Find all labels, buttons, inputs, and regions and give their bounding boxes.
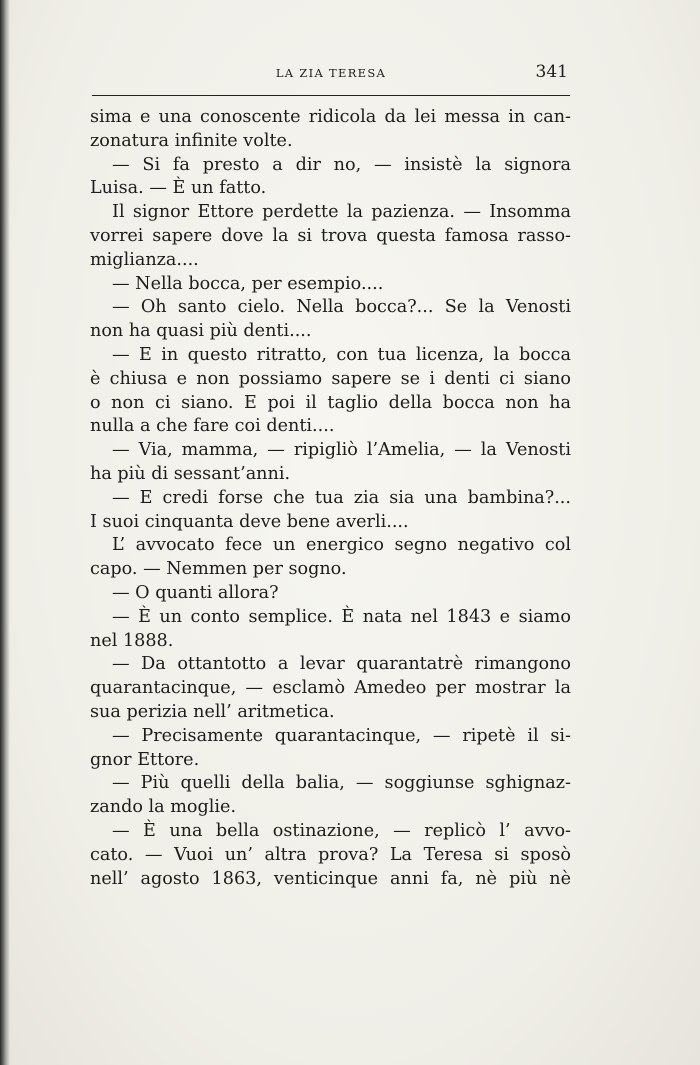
text-line: I suoi cinquanta deve bene averli....	[90, 511, 409, 532]
book-spine-shadow	[0, 0, 10, 1065]
text-line: nell’ agosto 1863, venticinque anni fa, nè più nè	[90, 868, 571, 889]
text-line: zando la moglie.	[90, 797, 237, 818]
text-line: — Oh santo cielo. Nella bocca?... Se la Venosti	[112, 297, 571, 318]
header-rule	[92, 95, 570, 96]
text-line: è chiusa e non possiamo sapere se i denti ci siano	[90, 368, 571, 389]
text-line: — Nella bocca, per esempio....	[112, 273, 384, 294]
text-line: gnor Ettore.	[90, 749, 200, 770]
text-line: Il signor Ettore perdette la pazienza. — Insomma	[112, 202, 571, 223]
text-line: nel 1888.	[90, 630, 174, 651]
text-line: — O quanti allora?	[112, 582, 279, 603]
page-number: 341	[535, 62, 568, 82]
text-line: sua perizia nell’ aritmetica.	[90, 701, 335, 722]
text-line: sima e una conoscente ridicola da lei messa in can-	[90, 107, 571, 127]
page-header	[92, 62, 570, 86]
text-line: quarantacinque, — esclamò Amedeo per mostrar la	[90, 678, 571, 699]
text-line: zonatura infinite volte.	[90, 130, 293, 151]
text-line: — Più quelli della balia, — soggiunse sghignaz-	[112, 773, 571, 794]
text-line: — Precisamente quarantacinque, — ripetè il si-	[112, 725, 571, 746]
text-line: — È una bella ostinazione, — replicò l’ avvo-	[112, 820, 571, 841]
text-line: vorrei sapere dove la si trova questa famosa rasso-	[90, 225, 571, 246]
body-text	[90, 106, 571, 891]
text-line: non ha quasi più denti....	[90, 321, 312, 342]
text-line: Luisa. — È un fatto.	[90, 178, 267, 199]
text-line: — Si fa presto a dir no, — insistè la signora	[112, 154, 571, 175]
text-line: nulla a che fare coi denti....	[90, 416, 335, 437]
running-title: LA ZIA TERESA	[275, 66, 387, 80]
text-line: miglianza....	[90, 249, 199, 270]
text-line: cato. — Vuoi un’ altra prova? La Teresa si sposò	[90, 844, 571, 865]
text-line: ha più di sessant’anni.	[90, 463, 291, 484]
text-line: — E in questo ritratto, con tua licenza, la bocca	[112, 344, 571, 365]
text-line: — E credi forse che tua zia sia una bambina?...	[112, 487, 571, 508]
text-line: — Da ottantotto a levar quarantatrè rimangono	[112, 654, 571, 675]
text-line: capo. — Nemmen per sogno.	[90, 559, 347, 580]
text-line: o non ci siano. E poi il taglio della bocca non ha	[90, 392, 571, 413]
text-line: L’ avvocato fece un energico segno negativo col	[112, 535, 571, 556]
text-line: — Via, mamma, — ripigliò l’Amelia, — la Venosti	[112, 440, 571, 461]
text-line: — È un conto semplice. È nata nel 1843 e siamo	[112, 606, 571, 627]
